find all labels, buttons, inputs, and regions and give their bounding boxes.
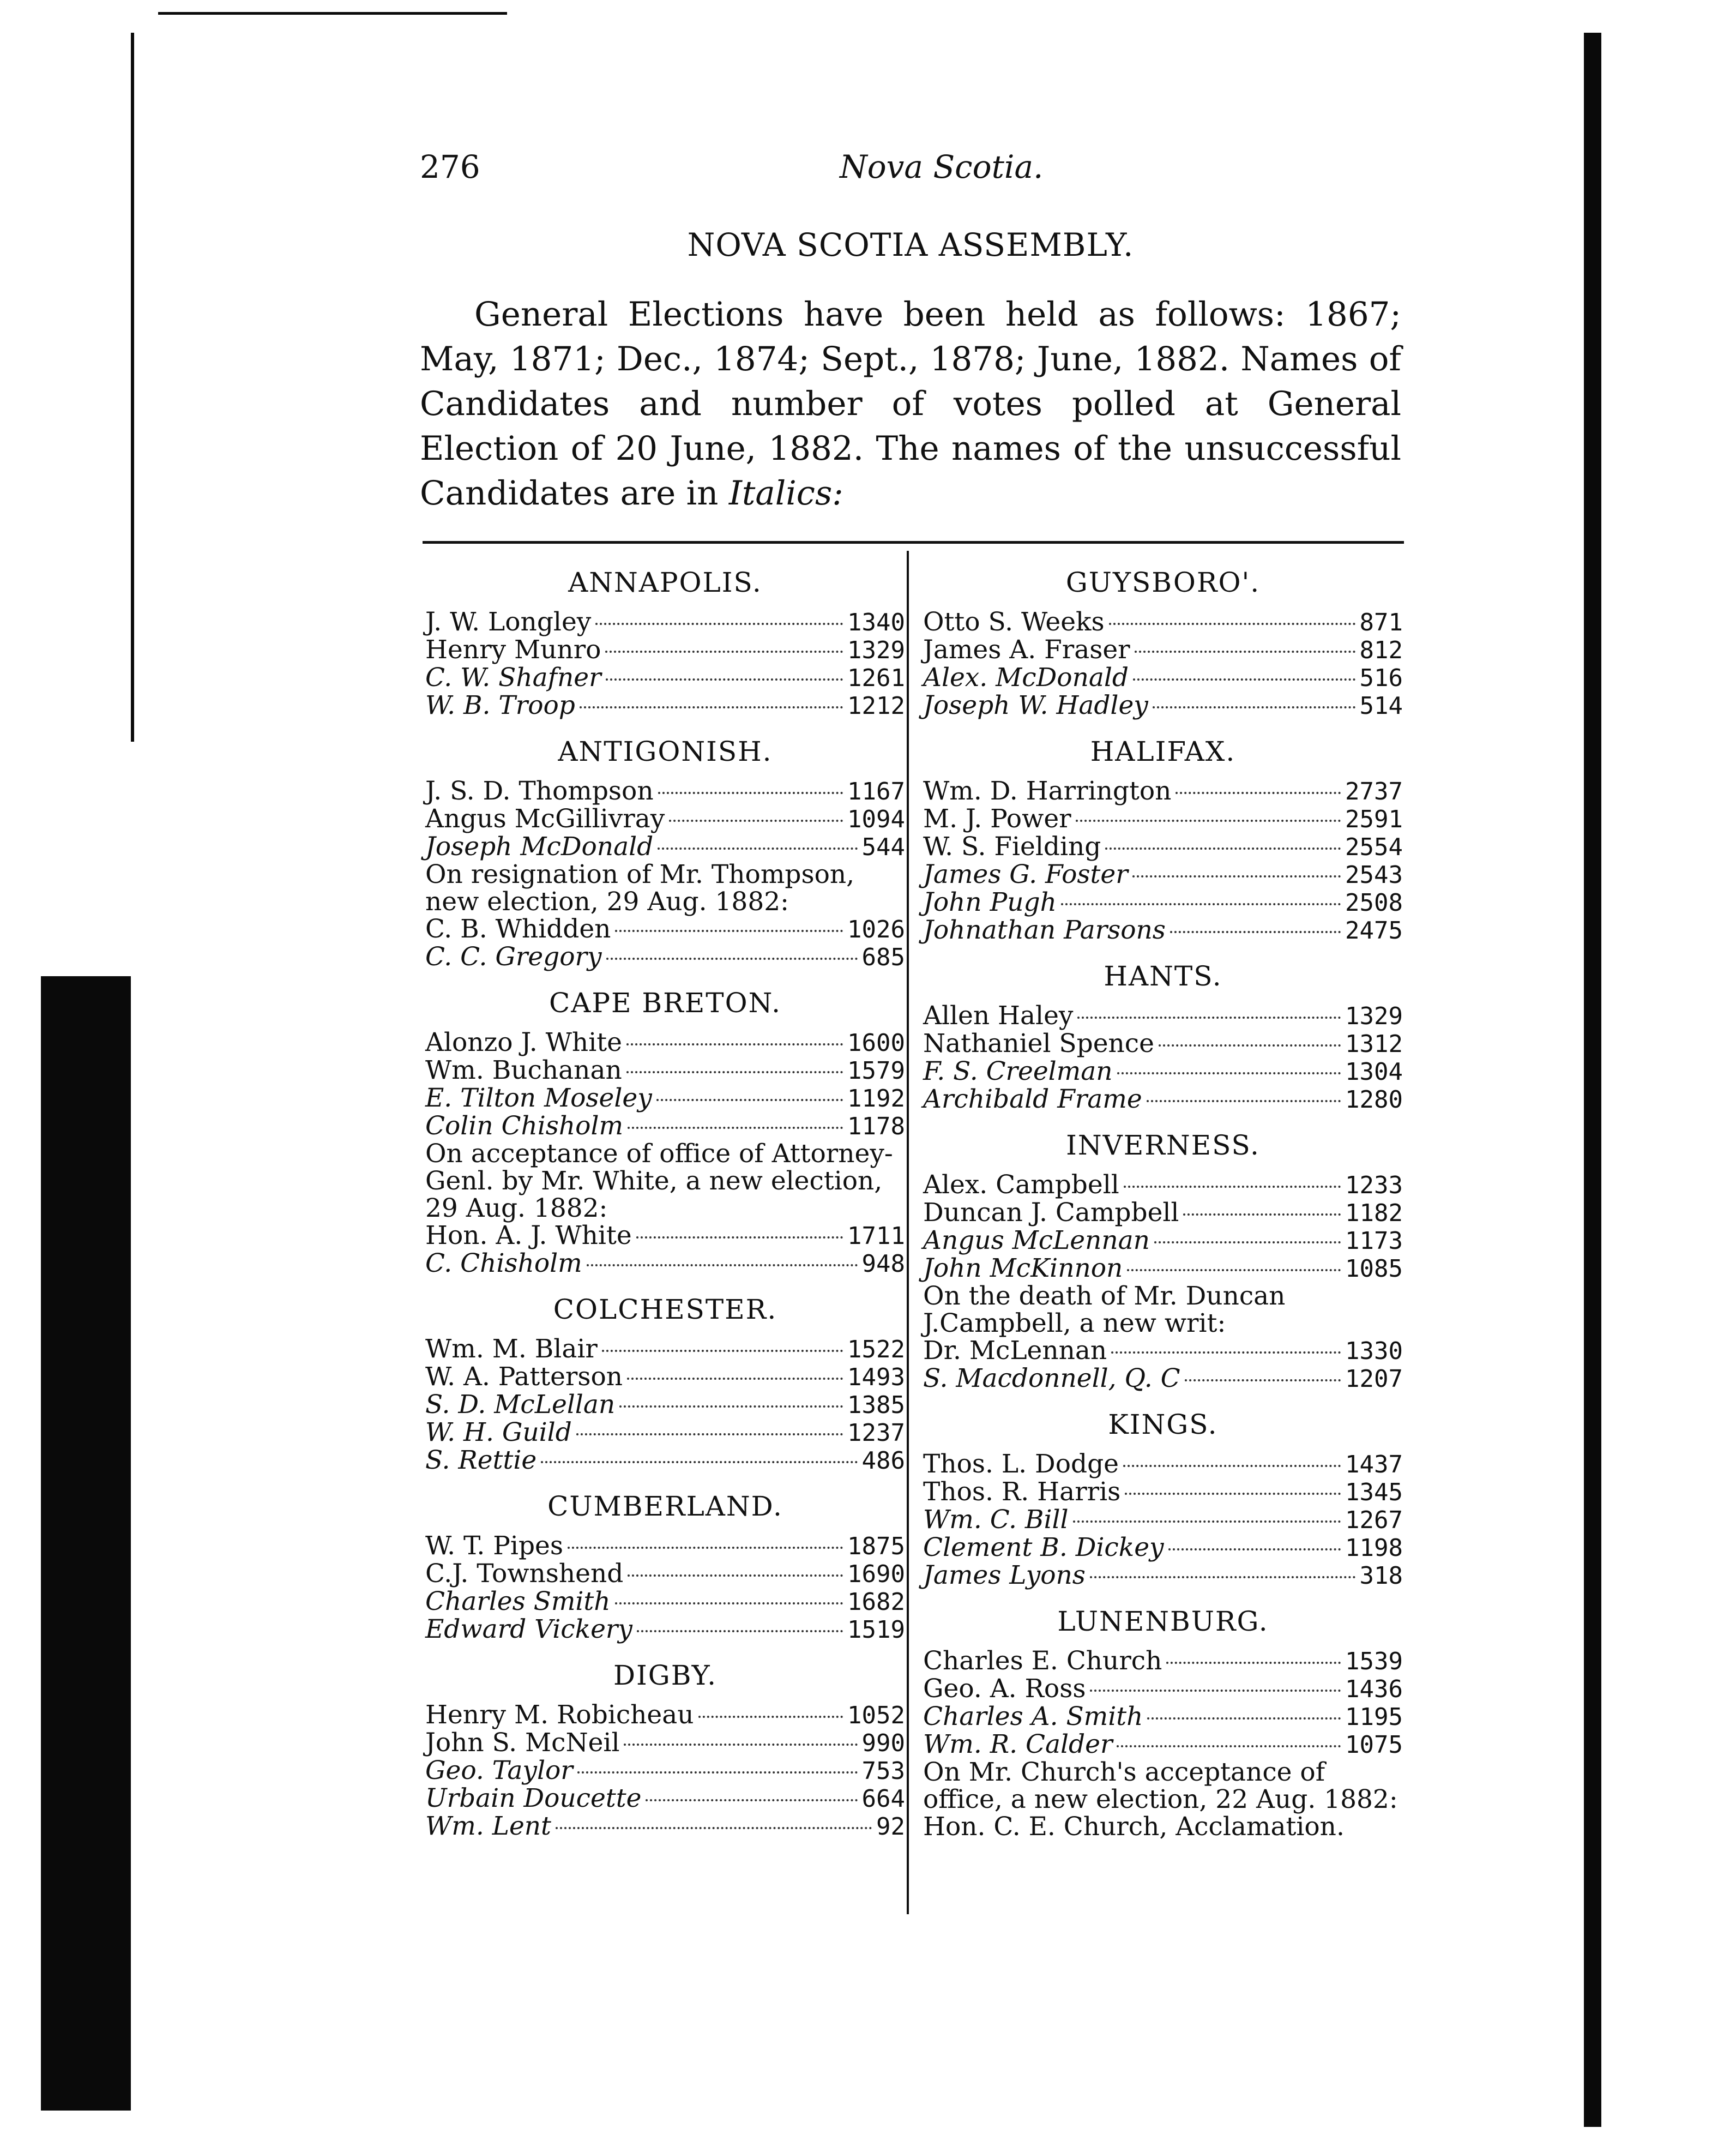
constituency-title: HANTS.: [1104, 960, 1222, 992]
candidate-name: Alex. Campbell: [923, 1170, 1119, 1200]
candidate-row: [923, 1227, 1403, 1255]
vote-count: 516: [1359, 664, 1403, 692]
candidate-row: [923, 1365, 1403, 1393]
constituency-title: ANNAPOLIS.: [568, 567, 762, 598]
vote-count: 1195: [1345, 1703, 1403, 1731]
running-title: Nova Scotia.: [840, 148, 1044, 185]
leader-dots: [1168, 1548, 1341, 1550]
vote-count: 1519: [847, 1616, 905, 1644]
leader-dots: [587, 1264, 858, 1266]
vote-count: 1579: [847, 1057, 905, 1085]
leader-dots: [1127, 1269, 1341, 1271]
candidate-name: J. S. D. Thompson: [425, 776, 654, 806]
leader-dots: [658, 847, 857, 850]
candidate-row: [425, 609, 905, 636]
leader-dots: [1147, 1100, 1341, 1102]
constituency-title: INVERNESS.: [1066, 1129, 1260, 1161]
vote-count: 1178: [847, 1113, 905, 1140]
candidate-row: [425, 916, 905, 943]
leader-dots: [628, 1127, 843, 1129]
leader-dots: [626, 1043, 843, 1045]
vote-count: 1085: [1345, 1255, 1403, 1283]
leader-dots: [1147, 1717, 1341, 1720]
candidate-row: [923, 1058, 1403, 1086]
candidate-row: [923, 1171, 1403, 1199]
candidate-name: F. S. Creelman: [923, 1056, 1113, 1086]
candidate-name: John McKinnon: [923, 1253, 1123, 1283]
candidate-name: Edward Vickery: [425, 1614, 632, 1644]
vote-count: 1875: [847, 1532, 905, 1560]
vote-count: 1682: [847, 1588, 905, 1616]
candidate-row: [923, 1030, 1403, 1058]
candidate-name: C. Chisholm: [425, 1248, 582, 1278]
candidate-name: Henry M. Robicheau: [425, 1700, 694, 1730]
leader-dots: [1076, 820, 1341, 822]
leader-dots: [1170, 931, 1341, 933]
scan-left-edge: [131, 33, 134, 742]
vote-count: 1192: [847, 1085, 905, 1113]
vote-count: 2591: [1345, 806, 1403, 833]
leader-dots: [1166, 1662, 1341, 1664]
candidate-row: [425, 1560, 905, 1588]
leader-dots: [1132, 875, 1341, 877]
candidate-name: Wm. D. Harrington: [923, 776, 1172, 806]
candidate-name: James G. Foster: [923, 859, 1128, 889]
candidate-name: Wm. C. Bill: [923, 1505, 1069, 1535]
candidate-row: [425, 1419, 905, 1447]
scan-left-bar: [41, 976, 131, 2111]
constituency-title: CUMBERLAND.: [547, 1490, 783, 1522]
page-heading: NOVA SCOTIA ASSEMBLY.: [687, 226, 1134, 263]
candidate-row: [425, 833, 905, 861]
table-top-rule: [423, 541, 1404, 544]
vote-count: 1094: [847, 806, 905, 833]
candidate-name: Thos. R. Harris: [923, 1477, 1121, 1507]
vote-count: 1312: [1345, 1030, 1403, 1058]
candidate-row: [425, 778, 905, 806]
candidate-row: [425, 664, 905, 692]
leader-dots: [1176, 792, 1341, 794]
vote-count: 1267: [1345, 1506, 1403, 1534]
candidate-name: Wm. Buchanan: [425, 1055, 622, 1085]
candidate-name: John Pugh: [923, 887, 1057, 917]
intro-text: General Elections have been held as follows: 1867; May, 1871; Dec., 1874; Sept., 1878; June, 1882. Names of Candidates and number of votes polled at General Election of 20 June, 1882. The names of the unsuccessful Candidates are in: [420, 295, 1401, 513]
constituency-section: [923, 1408, 1403, 1590]
vote-count: 1207: [1345, 1365, 1403, 1393]
vote-count: 2737: [1345, 778, 1403, 806]
candidate-row: [923, 1731, 1403, 1759]
vote-count: 1600: [847, 1029, 905, 1057]
candidate-name: Henry Munro: [425, 635, 601, 665]
acclamation-line: Hon. C. E. Church, Acclamation.: [923, 1812, 1345, 1842]
running-head: [420, 148, 1407, 201]
candidate-row: [923, 778, 1403, 806]
leader-dots: [658, 792, 843, 794]
leader-dots: [568, 1547, 843, 1549]
candidate-row: [425, 1113, 905, 1140]
candidate-row: [923, 1337, 1403, 1365]
leader-dots: [606, 958, 858, 960]
candidate-name: S. D. McLellan: [425, 1390, 616, 1420]
leader-dots: [615, 930, 843, 932]
candidate-name: S. Macdonnell, Q. C: [923, 1363, 1180, 1393]
vote-count: 1212: [847, 692, 905, 720]
leader-dots: [1125, 1493, 1341, 1495]
constituency-title: COLCHESTER.: [553, 1294, 777, 1325]
leader-dots: [615, 1602, 843, 1604]
intro-paragraph: [420, 292, 1401, 516]
by-election-note: On the death of Mr. Duncan J.Campbell, a new writ:: [923, 1281, 1286, 1338]
candidate-name: Duncan J. Campbell: [923, 1198, 1179, 1228]
candidate-row: [425, 1391, 905, 1419]
vote-count: 1167: [847, 778, 905, 806]
candidate-row: [425, 1250, 905, 1278]
vote-count: 1182: [1345, 1199, 1403, 1227]
candidate-name: Johnathan Parsons: [923, 915, 1166, 945]
vote-count: 1173: [1345, 1227, 1403, 1255]
candidate-name: Geo. A. Ross: [923, 1674, 1086, 1704]
constituency-section: [923, 566, 1403, 720]
candidate-row: [923, 806, 1403, 833]
candidate-row: [923, 1703, 1403, 1731]
candidate-row: [923, 1506, 1403, 1534]
candidate-name: Wm. R. Calder: [923, 1729, 1113, 1759]
leader-dots: [602, 1350, 843, 1352]
candidate-name: Colin Chisholm: [425, 1111, 624, 1141]
intro-italic-tail: Italics:: [728, 474, 843, 513]
candidate-row: [923, 1255, 1403, 1283]
vote-count: 1329: [847, 636, 905, 664]
candidate-name: Wm. Lent: [425, 1811, 551, 1841]
candidate-name: Clement B. Dickey: [923, 1532, 1164, 1562]
constituency-title: DIGBY.: [613, 1660, 718, 1691]
vote-count: 664: [861, 1785, 905, 1813]
candidate-row: [923, 1086, 1403, 1114]
scan-top-rule: [158, 12, 507, 15]
vote-count: 2475: [1345, 917, 1403, 945]
candidate-name: Urbain Doucette: [425, 1783, 642, 1813]
vote-count: 486: [861, 1447, 905, 1475]
leader-dots: [580, 706, 843, 708]
candidate-name: Nathaniel Spence: [923, 1029, 1154, 1059]
candidate-name: E. Tilton Moseley: [425, 1083, 652, 1113]
leader-dots: [619, 1405, 843, 1408]
vote-count: 990: [861, 1729, 905, 1757]
candidate-row: [923, 917, 1403, 945]
leader-dots: [1109, 623, 1355, 625]
vote-count: 812: [1359, 636, 1403, 664]
vote-count: 1340: [847, 609, 905, 636]
candidate-name: Alex. McDonald: [923, 663, 1129, 693]
right-column: [923, 551, 1403, 1841]
candidate-row: [425, 636, 905, 664]
vote-count: 1437: [1345, 1451, 1403, 1478]
leader-dots: [576, 1433, 843, 1435]
candidate-name: W. S. Fielding: [923, 832, 1101, 862]
by-election-note: On acceptance of office of Attorney-Genl. by Mr. White, a new election, 29 Aug. 1882:: [425, 1139, 893, 1223]
candidate-name: James A. Fraser: [923, 635, 1130, 665]
constituency-section: [923, 960, 1403, 1114]
vote-count: 1345: [1345, 1478, 1403, 1506]
vote-count: 1539: [1345, 1648, 1403, 1675]
candidate-row: [425, 1813, 905, 1841]
constituency-title: CAPE BRETON.: [548, 987, 782, 1019]
vote-count: 1026: [847, 916, 905, 943]
candidate-name: Allen Haley: [923, 1001, 1074, 1031]
leader-dots: [637, 1630, 843, 1632]
leader-dots: [595, 623, 843, 625]
candidate-row: [923, 664, 1403, 692]
vote-count: 1690: [847, 1560, 905, 1588]
candidate-name: J. W. Longley: [425, 607, 592, 637]
vote-count: 1304: [1345, 1058, 1403, 1086]
candidate-row: [923, 609, 1403, 636]
candidate-name: C. W. Shafner: [425, 663, 601, 693]
candidate-row: [923, 833, 1403, 861]
leader-dots: [1111, 1351, 1341, 1354]
candidate-row: [425, 1057, 905, 1085]
candidate-name: W. T. Pipes: [425, 1531, 563, 1561]
vote-count: 1075: [1345, 1731, 1403, 1759]
candidate-row: [923, 1534, 1403, 1562]
candidate-name: Alonzo J. White: [425, 1027, 622, 1057]
leader-dots: [1185, 1379, 1341, 1381]
leader-dots: [1159, 1044, 1341, 1047]
constituency-section: [923, 1129, 1403, 1393]
constituency-title: GUYSBORO'.: [1065, 567, 1261, 598]
leader-dots: [556, 1827, 872, 1829]
candidate-name: Angus McLennan: [923, 1225, 1150, 1255]
candidate-name: Geo. Taylor: [425, 1756, 573, 1786]
leader-dots: [1154, 1241, 1341, 1243]
by-election-note: On Mr. Church's acceptance of office, a new election, 22 Aug. 1882:: [923, 1757, 1398, 1814]
vote-count: 753: [861, 1757, 905, 1785]
candidate-row: [425, 1588, 905, 1616]
candidate-name: W. H. Guild: [425, 1417, 572, 1447]
vote-count: 1711: [847, 1222, 905, 1250]
leader-dots: [628, 1574, 843, 1577]
candidate-row: [425, 943, 905, 971]
candidate-name: Archibald Frame: [923, 1084, 1142, 1114]
candidate-row: [425, 1757, 905, 1785]
constituency-section: [923, 735, 1403, 945]
left-column: [425, 551, 905, 1841]
vote-count: 1237: [847, 1419, 905, 1447]
leader-dots: [1135, 651, 1355, 653]
candidate-row: [425, 1616, 905, 1644]
candidate-name: Charles Smith: [425, 1586, 611, 1616]
leader-dots: [1090, 1576, 1355, 1578]
leader-dots: [627, 1378, 843, 1380]
vote-count: 92: [876, 1813, 905, 1841]
constituency-section: [425, 1490, 905, 1644]
vote-count: 318: [1359, 1562, 1403, 1590]
vote-count: 685: [861, 943, 905, 971]
leader-dots: [624, 1744, 857, 1746]
candidate-name: Hon. A. J. White: [425, 1221, 632, 1251]
constituency-section: [425, 1659, 905, 1841]
candidate-name: M. J. Power: [923, 804, 1071, 834]
candidate-row: [425, 1785, 905, 1813]
candidate-row: [923, 1199, 1403, 1227]
vote-count: 514: [1359, 692, 1403, 720]
candidate-name: Wm. M. Blair: [425, 1334, 598, 1364]
column-divider: [907, 551, 909, 1914]
candidate-name: Charles E. Church: [923, 1646, 1162, 1676]
leader-dots: [1077, 1017, 1341, 1019]
candidate-name: S. Rettie: [425, 1445, 537, 1475]
leader-dots: [1123, 1465, 1341, 1467]
vote-count: 871: [1359, 609, 1403, 636]
candidate-name: Angus McGillivray: [425, 804, 665, 834]
vote-count: 1385: [847, 1391, 905, 1419]
candidate-row: [425, 806, 905, 833]
candidate-name: C. C. Gregory: [425, 942, 602, 972]
candidate-row: [425, 1029, 905, 1057]
leader-dots: [1073, 1520, 1341, 1523]
leader-dots: [1153, 706, 1355, 708]
leader-dots: [1124, 1186, 1341, 1188]
leader-dots: [1117, 1745, 1341, 1747]
vote-count: 1330: [1345, 1337, 1403, 1365]
constituency-section: [425, 566, 905, 720]
candidate-row: [923, 1002, 1403, 1030]
candidate-name: Thos. L. Dodge: [923, 1449, 1119, 1479]
vote-count: 2543: [1345, 861, 1403, 889]
candidate-name: Charles A. Smith: [923, 1702, 1143, 1732]
leader-dots: [1105, 847, 1341, 850]
vote-count: 1233: [1345, 1171, 1403, 1199]
scan-right-bar: [1584, 33, 1601, 2127]
vote-count: 2554: [1345, 833, 1403, 861]
constituency-section: [425, 735, 905, 971]
leader-dots: [605, 651, 843, 653]
vote-count: 1198: [1345, 1534, 1403, 1562]
candidate-row: [923, 861, 1403, 889]
candidate-row: [425, 1447, 905, 1475]
constituency-title: LUNENBURG.: [1057, 1606, 1269, 1637]
candidate-row: [425, 1363, 905, 1391]
constituency-title: HALIFAX.: [1090, 736, 1236, 767]
leader-dots: [669, 820, 843, 822]
leader-dots: [1117, 1072, 1341, 1074]
candidate-name: Joseph W. Hadley: [923, 690, 1148, 720]
leader-dots: [1061, 903, 1341, 905]
leader-dots: [646, 1799, 857, 1801]
leader-dots: [656, 1099, 843, 1101]
page-number: 276: [420, 148, 480, 185]
vote-count: 1436: [1345, 1675, 1403, 1703]
vote-count: 1493: [847, 1363, 905, 1391]
candidate-row: [923, 1648, 1403, 1675]
leader-dots: [1183, 1213, 1341, 1216]
candidate-name: James Lyons: [923, 1560, 1086, 1590]
vote-count: 948: [861, 1250, 905, 1278]
candidate-row: [923, 1562, 1403, 1590]
candidate-row: [425, 1336, 905, 1363]
vote-count: 544: [861, 833, 905, 861]
leader-dots: [1090, 1690, 1341, 1692]
candidate-row: [425, 1702, 905, 1729]
vote-count: 2508: [1345, 889, 1403, 917]
candidate-row: [923, 889, 1403, 917]
leader-dots: [636, 1236, 843, 1239]
by-election-note: On resignation of Mr. Thompson, new election, 29 Aug. 1882:: [425, 859, 855, 917]
leader-dots: [541, 1461, 857, 1463]
vote-count: 1522: [847, 1336, 905, 1363]
vote-count: 1329: [1345, 1002, 1403, 1030]
vote-count: 1052: [847, 1702, 905, 1729]
constituency-section: [425, 987, 905, 1278]
candidate-row: [923, 1451, 1403, 1478]
candidate-row: [425, 1222, 905, 1250]
candidate-name: C. B. Whidden: [425, 914, 611, 944]
leader-dots: [698, 1716, 843, 1718]
leader-dots: [606, 678, 843, 681]
candidate-row: [425, 692, 905, 720]
vote-count: 1280: [1345, 1086, 1403, 1114]
leader-dots: [1133, 678, 1355, 681]
candidate-name: John S. McNeil: [425, 1728, 620, 1758]
candidate-row: [425, 1729, 905, 1757]
candidate-name: Dr. McLennan: [923, 1336, 1107, 1366]
constituency-title: ANTIGONISH.: [558, 736, 773, 767]
constituency-section: [923, 1605, 1403, 1841]
candidate-row: [923, 1675, 1403, 1703]
candidate-row: [425, 1532, 905, 1560]
candidate-name: W. B. Troop: [425, 690, 575, 720]
candidate-name: Joseph McDonald: [425, 832, 654, 862]
candidate-name: Otto S. Weeks: [923, 607, 1105, 637]
constituency-title: KINGS.: [1108, 1409, 1218, 1440]
leader-dots: [577, 1771, 858, 1774]
candidate-name: W. A. Patterson: [425, 1362, 623, 1392]
candidate-row: [425, 1085, 905, 1113]
candidate-row: [923, 1478, 1403, 1506]
constituency-section: [425, 1293, 905, 1475]
vote-count: 1261: [847, 664, 905, 692]
leader-dots: [626, 1071, 843, 1073]
candidate-row: [923, 636, 1403, 664]
candidate-name: C.J. Townshend: [425, 1559, 624, 1589]
candidate-row: [923, 692, 1403, 720]
